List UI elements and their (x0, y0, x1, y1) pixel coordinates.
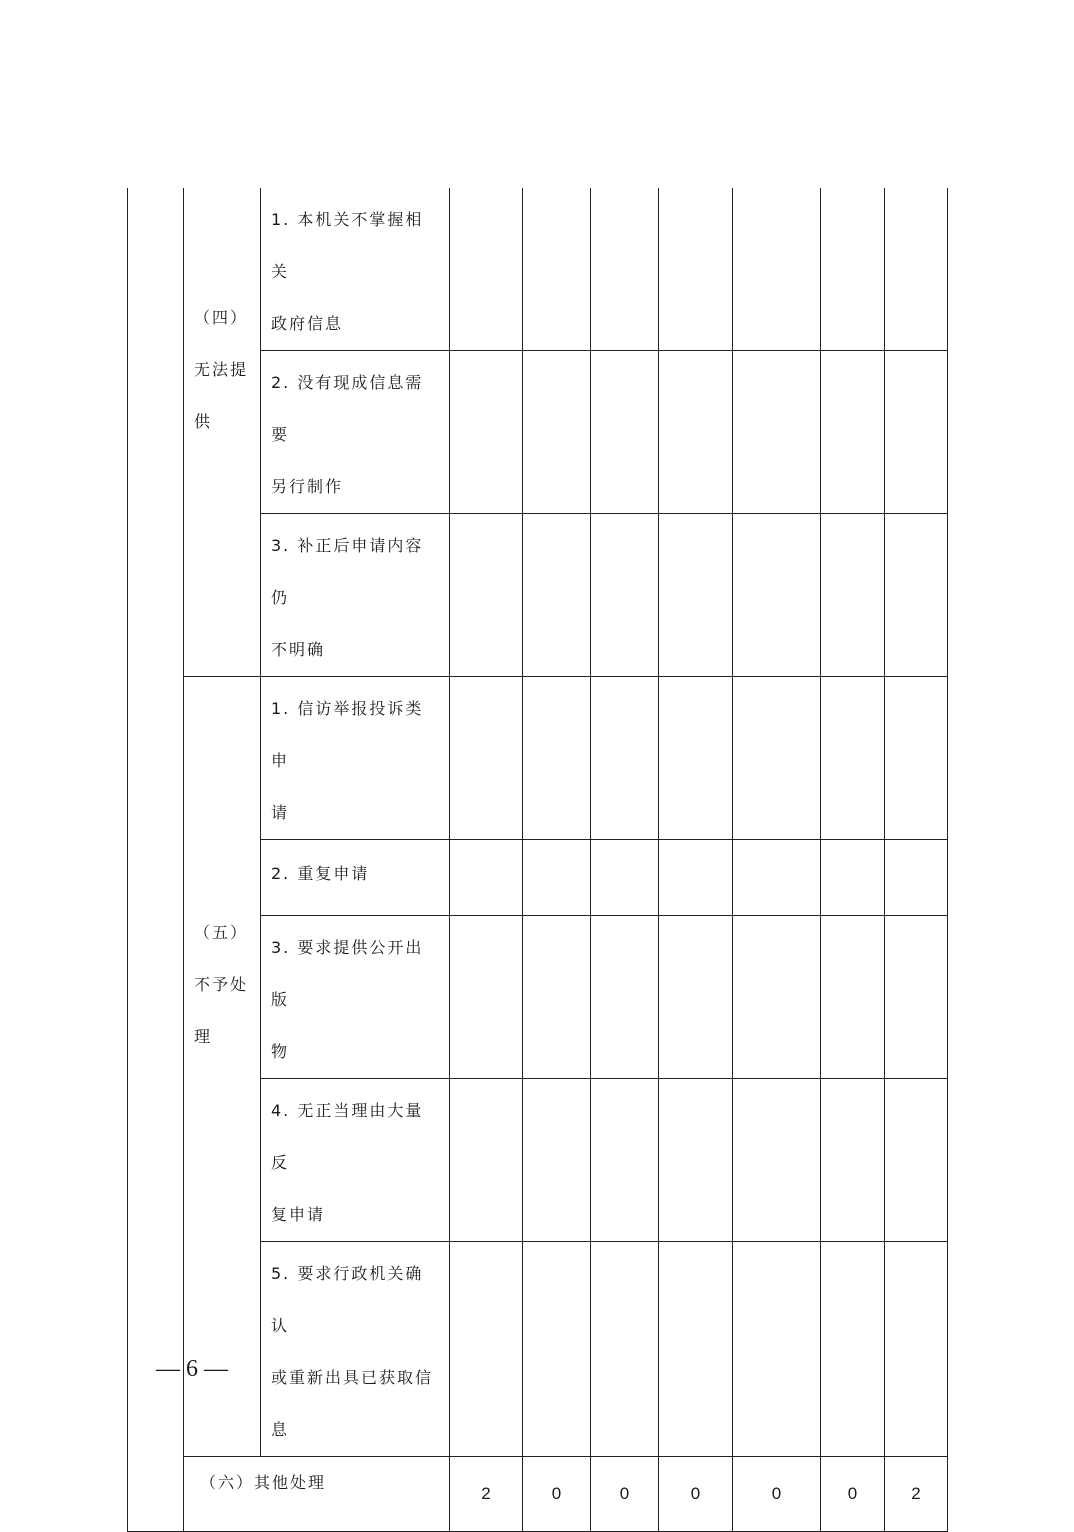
data-cell (450, 514, 523, 677)
data-cell (659, 1242, 733, 1457)
data-cell (659, 916, 733, 1079)
item-label-line: 3. 补正后申请内容仍 (271, 536, 424, 607)
item-label-line: 1. 信访举报投诉类申 (271, 699, 424, 770)
data-cell (885, 351, 948, 514)
data-cell (821, 916, 885, 1079)
data-cell (659, 514, 733, 677)
item-label-cell (261, 840, 450, 916)
data-cell (821, 1079, 885, 1242)
data-cell (591, 351, 659, 514)
data-cell (450, 840, 523, 916)
data-cell (885, 916, 948, 1079)
data-cell (523, 188, 591, 351)
data-cell (821, 188, 885, 351)
category-label-line: 供 (194, 412, 213, 431)
value-cell: 0 (733, 1457, 821, 1532)
data-cell (523, 351, 591, 514)
value-cell: 0 (659, 1457, 733, 1532)
item-label-line: 息 (271, 1420, 290, 1439)
item-label-line: 3. 要求提供公开出版 (271, 938, 424, 1009)
data-cell (523, 840, 591, 916)
data-cell (523, 1242, 591, 1457)
item-label-line: 另行制作 (271, 477, 344, 496)
item-label-line: 1. 本机关不掌握相关 (271, 210, 424, 281)
data-cell (885, 840, 948, 916)
data-cell (523, 916, 591, 1079)
item-label-line: 政府信息 (271, 314, 344, 333)
disclosure-statistics-table (127, 188, 948, 1532)
data-cell (821, 514, 885, 677)
item-label-line: 请 (271, 803, 290, 822)
item-label-cell (261, 677, 450, 840)
item-label-line: 4. 无正当理由大量反 (271, 1101, 424, 1172)
outer-label-cell (128, 188, 184, 1532)
data-cell (591, 514, 659, 677)
data-cell (450, 1242, 523, 1457)
table-row (128, 677, 948, 840)
data-cell (733, 677, 821, 840)
data-cell (523, 1079, 591, 1242)
item-label-cell (261, 1079, 450, 1242)
data-cell (591, 916, 659, 1079)
item-label-cell (261, 351, 450, 514)
data-cell (591, 1079, 659, 1242)
data-cell (885, 188, 948, 351)
data-cell (821, 677, 885, 840)
item-label-line: 物 (271, 1042, 290, 1061)
data-cell (591, 1242, 659, 1457)
category-label-line: 理 (194, 1027, 213, 1046)
data-cell (885, 1242, 948, 1457)
category-label-line: 无法提 (194, 360, 249, 379)
data-cell (821, 840, 885, 916)
data-cell (733, 840, 821, 916)
data-cell (659, 188, 733, 351)
item-label-line: 2. 没有现成信息需要 (271, 373, 424, 444)
value-cell: 2 (450, 1457, 523, 1532)
item-label-cell (261, 188, 450, 351)
data-cell (659, 677, 733, 840)
data-cell (591, 188, 659, 351)
category-cell-5 (184, 677, 261, 1457)
value-cell: 0 (591, 1457, 659, 1532)
item-label-cell (261, 1242, 450, 1457)
category-label-line: （四） (194, 308, 249, 327)
value-cell: 0 (821, 1457, 885, 1532)
item-label-line: 不明确 (271, 640, 326, 659)
data-cell (659, 351, 733, 514)
data-cell (733, 1242, 821, 1457)
data-cell (591, 677, 659, 840)
data-cell (733, 916, 821, 1079)
value-cell: 0 (523, 1457, 591, 1532)
data-cell (450, 916, 523, 1079)
item-label-line: 2. 重复申请 (271, 864, 370, 883)
table-row-other (128, 1457, 948, 1532)
data-cell (733, 188, 821, 351)
data-cell (821, 1242, 885, 1457)
data-cell (659, 1079, 733, 1242)
other-processing-label: （六）其他处理 (184, 1457, 450, 1532)
data-cell (885, 677, 948, 840)
item-label-cell (261, 514, 450, 677)
category-label-line: 不予处 (194, 975, 249, 994)
item-label-line: 5. 要求行政机关确认 (271, 1264, 424, 1335)
data-cell (523, 677, 591, 840)
value-cell: 2 (885, 1457, 948, 1532)
category-label-line: （五） (194, 923, 249, 942)
item-label-line: 复申请 (271, 1205, 326, 1224)
data-cell (591, 840, 659, 916)
data-cell (733, 514, 821, 677)
data-cell (733, 351, 821, 514)
data-cell (450, 351, 523, 514)
data-cell (523, 514, 591, 677)
data-cell (733, 1079, 821, 1242)
page-number: — 6 — (156, 1356, 228, 1382)
data-cell (450, 1079, 523, 1242)
data-cell (821, 351, 885, 514)
data-cell (450, 677, 523, 840)
category-cell-4 (184, 188, 261, 677)
item-label-cell (261, 916, 450, 1079)
table-row (128, 188, 948, 351)
data-cell (885, 1079, 948, 1242)
data-cell (659, 840, 733, 916)
data-cell (450, 188, 523, 351)
item-label-line: 或重新出具已获取信 (271, 1368, 434, 1387)
data-cell (885, 514, 948, 677)
